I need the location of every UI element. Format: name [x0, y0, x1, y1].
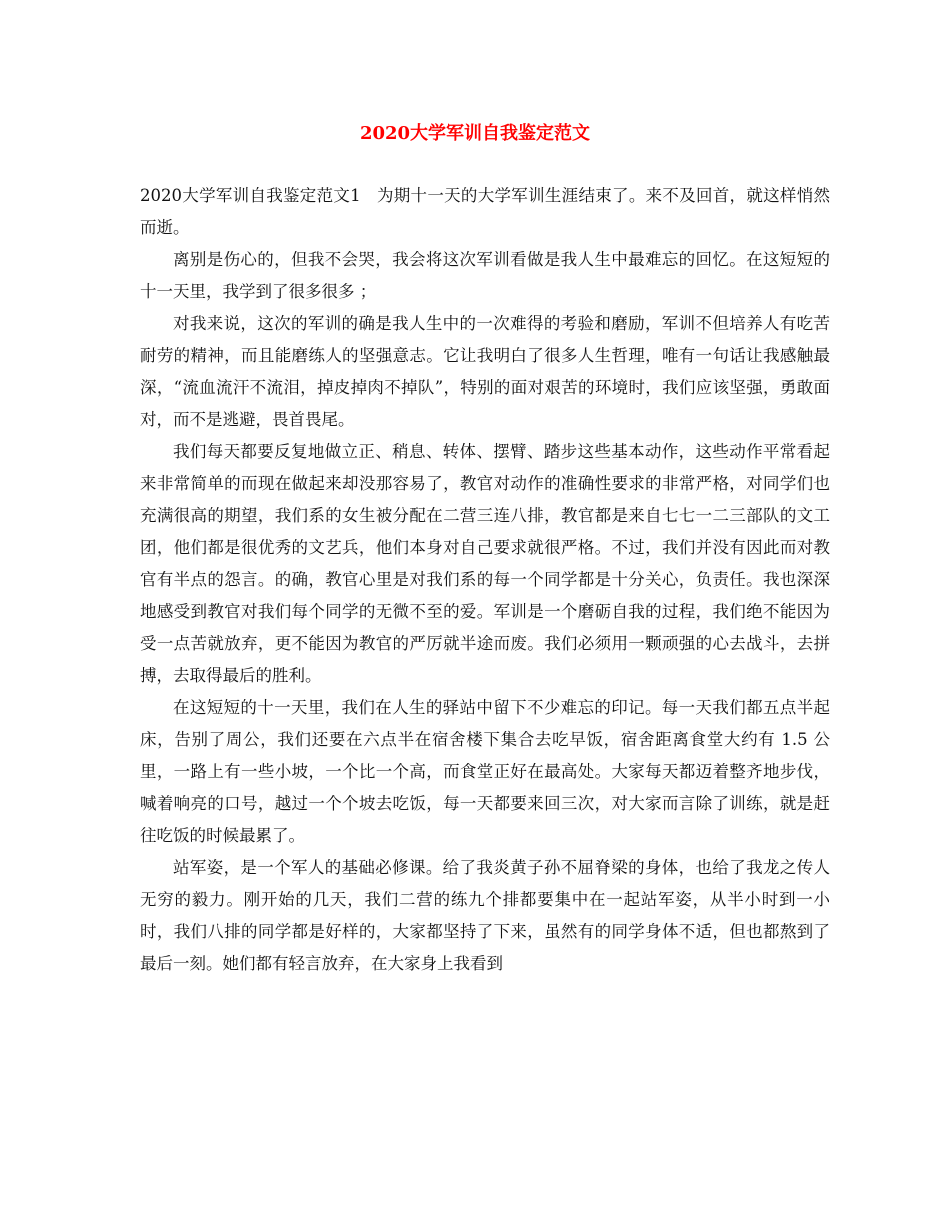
paragraph-5: 在这短短的十一天里，我们在人生的驿站中留下不少难忘的印记。每一天我们都五点半起床，告别了周公，我们还要在六点半在宿舍楼下集合去吃早饭，宿舍距离食堂大约有 1.5 公里，一路上有一些小坡，一个比一个高，而食堂正好在最高处。大家每天都迈着整齐地步伐，喊着响亮的口号，越过一个个坡去吃饭，每一天都要来回三次，对大家而言除了训练，就是赶往吃饭的时候最累了。: [140, 698, 830, 845]
paragraph-1: [140, 180, 830, 244]
paragraph-3: 对我来说，这次的军训的确是我人生中的一次难得的考验和磨励，军训不但培养人有吃苦耐劳的精神，而且能磨练人的坚强意志。它让我明白了很多人生哲理，唯有一句话让我感触最深，“流血流汗不流泪，掉皮掉肉不掉队”，特别的面对艰苦的环境时，我们应该坚强，勇敢面对，而不是逃避，畏首畏尾。: [140, 314, 830, 429]
paragraph-4: 我们每天都要反复地做立正、稍息、转体、摆臂、踏步这些基本动作，这些动作平常看起来非常简单的而现在做起来却没那容易了，教官对动作的准确性要求的非常严格，对同学们也充满很高的期望，我们系的女生被分配在二营三连八排，教官都是来自七七一二三部队的文工团，他们都是很优秀的文艺兵，他们本身对自己要求就很严格。不过，我们并没有因此而对教官有半点的怨言。的确，教官心里是对我们系的每一个同学都是十分关心，负责任。我也深深地感受到教官对我们每个同学的无微不至的爱。军训是一个磨砺自我的过程，我们绝不能因为受一点苦就放弃，更不能因为教官的严厉就半途而废。我们必须用一颗顽强的心去战斗，去拼搏，去取得最后的胜利。: [140, 442, 830, 685]
document-body: [140, 180, 830, 980]
document-title: 2020大学军训自我鉴定范文: [359, 123, 591, 144]
paragraph-text: 为期十一天的大学军训生涯结束了。来不及回首，就这样悄然而逝。: [140, 186, 831, 237]
paragraph-2: 离别是伤心的，但我不会哭，我会将这次军训看做是我人生中最难忘的回忆。在这短短的十一天里，我学到了很多很多 ；: [140, 250, 830, 301]
section-heading: 2020大学军训自我鉴定范文1: [140, 186, 361, 205]
paragraph-6: 站军姿，是一个军人的基础必修课。给了我炎黄子孙不屈脊梁的身体，也给了我龙之传人无穷的毅力。刚开始的几天，我们二营的练九个排都要集中在一起站军姿，从半小时到一小时，我们八排的同学都是好样的，大家都坚持了下来，虽然有的同学身体不适，但也都熬到了最后一刻。她们都有轻言放弃，在大家身上我看到: [140, 858, 830, 973]
